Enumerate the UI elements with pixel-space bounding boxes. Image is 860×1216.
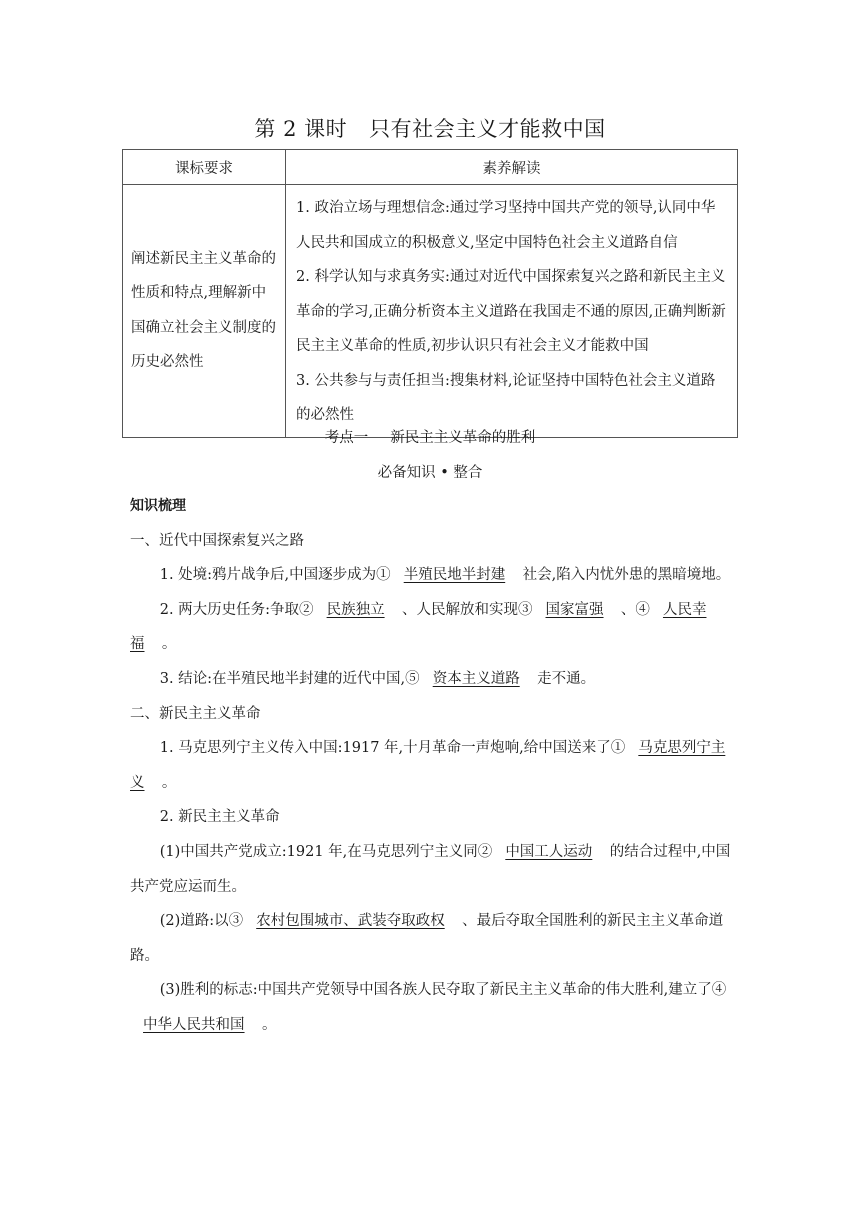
paragraph: 1. 马克思列宁主义传入中国:1917 年,十月革命一声炮响,给中国送来了① 马克思列宁主义 。 (130, 740, 726, 791)
answer-blank: 资本主义道路 (432, 670, 520, 687)
answer-blank: 人民幸福 (130, 601, 707, 653)
table-header-requirement: 课标要求 (123, 150, 286, 185)
answer-blank: 国家富强 (545, 601, 604, 618)
answer-blank: 中国工人运动 (505, 843, 593, 860)
answer-blank: 半殖民地半封建 (403, 567, 506, 584)
paragraph: (2)道路:以③ 农村包围城市、武装夺取政权 、最后夺取全国胜利的新民主主义革命道路。 (130, 913, 724, 964)
literacy-cell (286, 185, 738, 438)
bibei-heading: 必备知识 • 整合 (377, 465, 483, 481)
document-body (130, 489, 733, 1043)
kaodian-heading: 考点一 新民主主义革命的胜利 (324, 430, 536, 446)
literacy-item: 2. 科学认知与求真务实:通过对近代中国探索复兴之路和新民主主义革命的学习,正确分析资本主义道路在我国走不通的原因,正确判断新民主主义革命的性质,初步认识只有社会主义才能救中国 (296, 269, 726, 354)
paragraph: 2. 两大历史任务:争取② 民族独立 、人民解放和实现③ 国家富强 、④ 人民幸福 。 (130, 601, 707, 653)
section-heading: 一、近代中国探索复兴之路 (130, 532, 304, 549)
requirement-cell: 阐述新民主主义革命的性质和特点,理解新中国确立社会主义制度的历史必然性 (123, 185, 286, 438)
literacy-item: 3. 公共参与与责任担当:搜集材料,论证坚持中国特色社会主义道路的必然性 (296, 372, 716, 423)
answer-blank: 民族独立 (326, 601, 385, 618)
paragraph: 1. 处境:鸦片战争后,中国逐步成为① 半殖民地半封建 社会,陷入内忧外患的黑暗境地。 (159, 567, 731, 584)
section-heading: 二、新民主主义革命 (130, 705, 261, 722)
answer-blank: 农村包围城市、武装夺取政权 (256, 913, 445, 930)
curriculum-table (122, 149, 738, 438)
answer-blank: 马克思列宁主义 (130, 740, 726, 791)
paragraph: 3. 结论:在半殖民地半封建的近代中国,⑤ 资本主义道路 走不通。 (159, 670, 596, 687)
answer-blank: 中华人民共和国 (143, 1016, 245, 1033)
table-header-literacy: 素养解读 (286, 150, 738, 185)
zhishi-heading: 知识梳理 (130, 498, 186, 514)
paragraph: (3)胜利的标志:中国共产党领导中国各族人民夺取了新民主主义革命的伟大胜利,建立了④中华人民共和国 。 (130, 973, 733, 1042)
page-title: 第 2 课时 只有社会主义才能救中国 (254, 117, 606, 141)
literacy-item: 1. 政治立场与理想信念:通过学习坚持中国共产党的领导,认同中华人民共和国成立的积极意义,坚定中国特色社会主义道路自信 (296, 200, 716, 251)
paragraph: (1)中国共产党成立:1921 年,在马克思列宁主义同② 中国工人运动 的结合过程中,中国共产党应运而生。 (130, 843, 731, 895)
paragraph: 2. 新民主主义革命 (159, 809, 280, 826)
